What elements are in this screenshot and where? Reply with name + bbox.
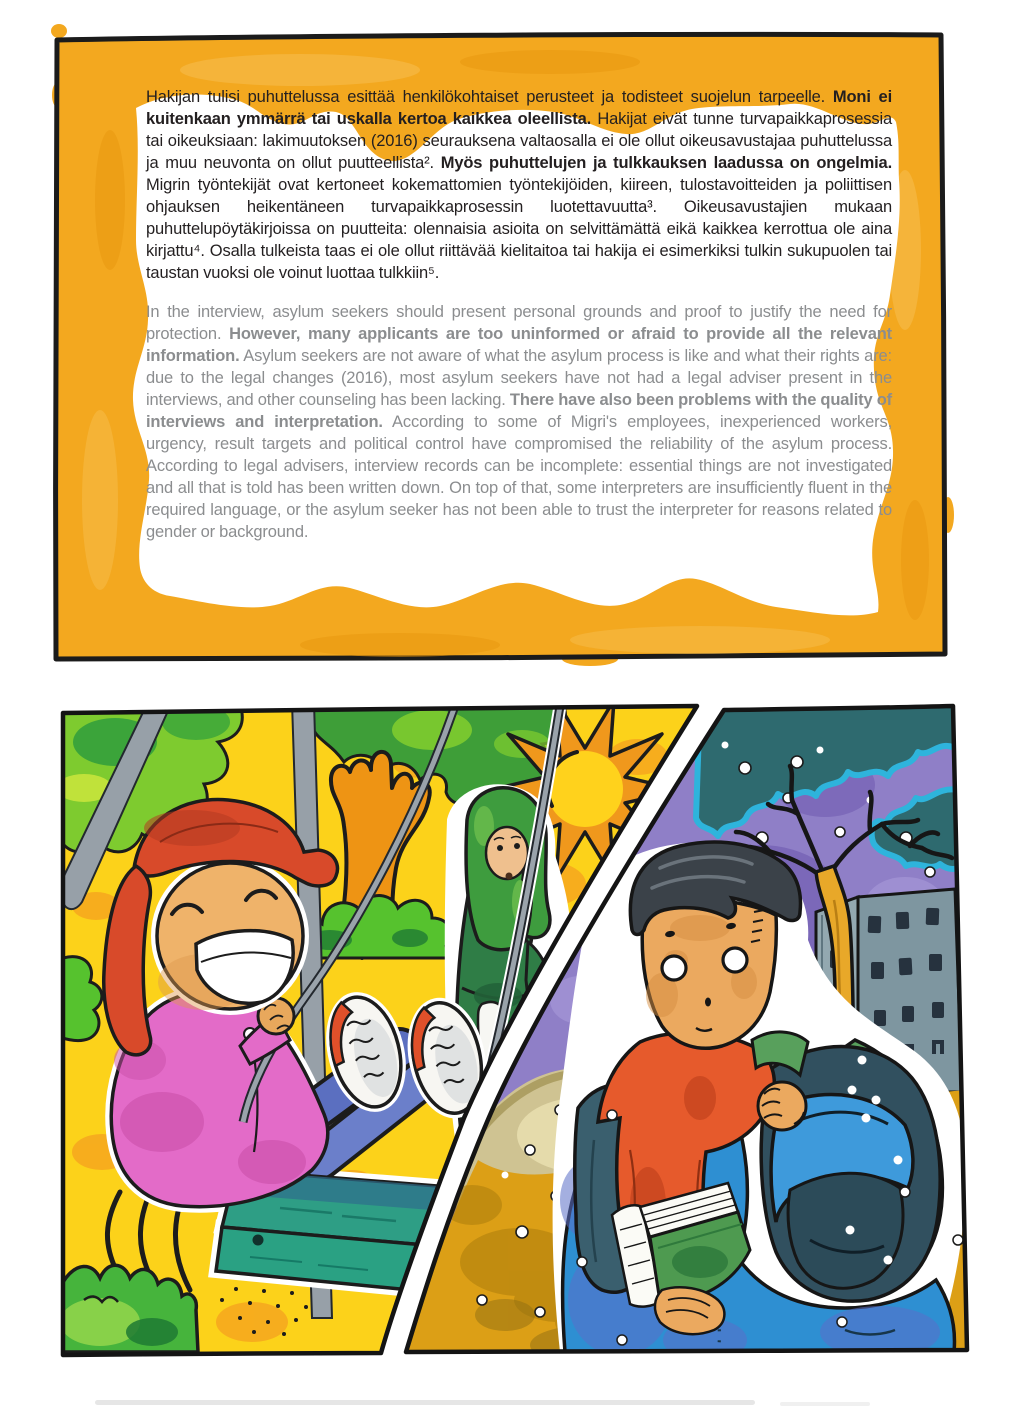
text-segment: Hakijat eivät tunne turvapaikkaprosessia tai oikeuksiaan: lakimuutoksen (2016) seurauksena valtaosalla ei ole ollut oikeusavustajaa puhuttelussa ja muu neuvonta on ollut puutteellista². [146, 110, 892, 172]
eye [662, 956, 686, 980]
cover-shade [672, 1246, 728, 1278]
text-segment-bold: Moni ei kuitenkaan ymmärrä tai uskalla kertoa kaikkea oleellista. [146, 88, 893, 128]
hand-on-strap [758, 1082, 806, 1130]
seat-bolt [253, 1235, 264, 1246]
woman-face [486, 827, 528, 879]
english-paragraph [146, 301, 892, 543]
text-segment: Asylum seekers are not aware of what the asylum process is like and what their rights are: due to the legal changes (2016), most asylum seekers have not had a legal adviser present in the interviews, and other counseling has been lacking. [146, 347, 892, 409]
text-segment: According to some of Migri's employees, inexperienced workers, urgency, result targets and political control have compromised the reliability of the asylum process. According to legal advisers, interview records can be incomplete: essential things are not investigated and all that is told has been written down. On top of that, some interpreters are insufficiently fluent in the required language, or the asylum seeker has not been able to trust the interpreter for reasons related to gender or background. [146, 413, 892, 541]
jacket-shade [238, 1140, 306, 1184]
finnish-paragraph [146, 86, 892, 284]
jacket-shade [120, 1092, 204, 1152]
frame-wash [95, 130, 125, 270]
info-textbox [146, 86, 892, 543]
scan-smudge [95, 1400, 755, 1405]
text-segment-bold: However, many applicants are too uninformed or afraid to provide all the relevant information. [146, 325, 892, 365]
eye [514, 843, 520, 849]
frame-wash [901, 500, 929, 620]
text-segment: In the interview, asylum seekers should present personal grounds and proof to justify the need for protection. [146, 303, 892, 343]
text-segment: Hakijan tulisi puhuttelussa esittää henkilökohtaiset perusteet ja todisteet suojelun tarpeelle. [146, 88, 833, 106]
eye [723, 948, 747, 972]
text-segment: Migrin työntekijät ovat kertoneet kokemattomien työntekijöiden, kiireen, tulostavoitteiden ja poliittisen ohjauksen heikentäneen turvapaikkaprosessin luotettavuutta³. Oikeusavustajien mukaan puhuttelupöytäkirjoissa on puutteita: olennaisia asioita on selvittämättä eikä kaikkea kerrottua ole aina kirjattu⁴. Osalla tulkeista taas ei ole ollut riittävää kielitaitoa tai hakija ei esimerkiksi tulkin sukupuolen tai taustan vuoksi ole voinut luottaa tulkkiin⁵. [146, 176, 892, 282]
frame-wash [82, 410, 118, 590]
frame-wash [180, 54, 420, 86]
backpack-pouch [788, 1173, 903, 1288]
hood-shade [684, 1076, 716, 1120]
frame-blob [51, 24, 67, 38]
frame-wash [570, 626, 830, 654]
scan-smudge [780, 1402, 870, 1406]
frame-wash [300, 633, 500, 657]
eye [497, 845, 503, 851]
text-segment-bold: There have also been problems with the quality of interviews and interpretation. [146, 391, 892, 431]
nose [705, 998, 711, 1007]
mouth [506, 873, 513, 880]
frame-wash [460, 50, 640, 74]
text-segment-bold: Myös puhuttelujen ja tulkkauksen laadussa on ongelmia. [434, 154, 892, 172]
